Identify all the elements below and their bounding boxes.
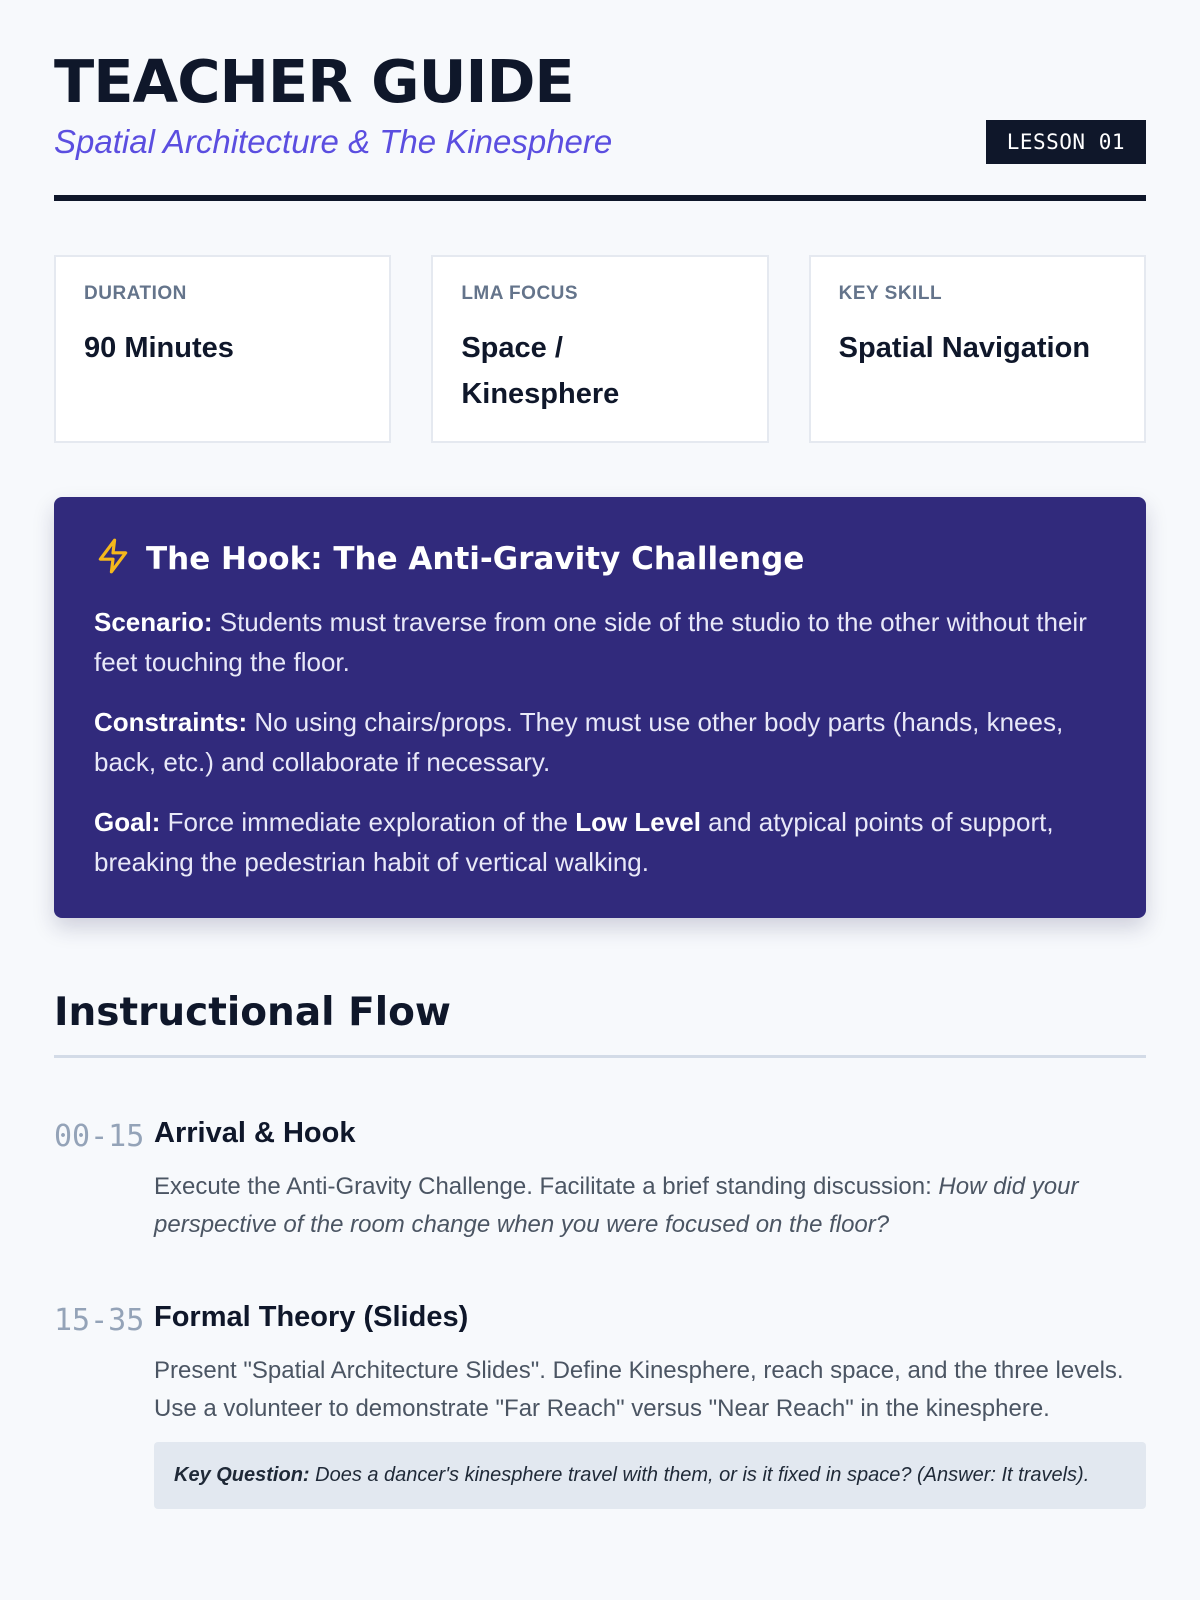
lesson-badge: LESSON 01 — [986, 120, 1146, 164]
hook-header — [94, 537, 1106, 580]
hook-scenario — [94, 602, 1106, 682]
step-body — [154, 1298, 1146, 1509]
step-time: 00-15 — [54, 1119, 145, 1154]
duration-card — [54, 255, 391, 443]
key-question-callout — [154, 1442, 1146, 1509]
step-desc-text: Execute the Anti-Gravity Challenge. Facilitate a brief standing discussion: — [154, 1173, 939, 1200]
callout-label: Key Question: — [174, 1464, 310, 1486]
key-skill-card — [809, 255, 1146, 443]
step-title: Arrival & Hook — [154, 1117, 356, 1149]
page-subtitle: Spatial Architecture & The Kinesphere — [54, 123, 613, 160]
card-value: Space / Kinesphere — [461, 332, 620, 410]
card-label: DURATION — [84, 283, 187, 304]
constraints-label: Constraints: — [94, 707, 248, 737]
step-description — [154, 1168, 1146, 1244]
goal-label: Goal: — [94, 807, 161, 837]
goal-text: and atypical points of support, breaking the pedestrian habit of vertical walking. — [94, 807, 1054, 877]
card-value: Spatial Navigation — [838, 332, 1091, 364]
step-description: Present "Spatial Architecture Slides". Define Kinesphere, reach space, and the three levels. Use a volunteer to demonstrate "Far Reach" versus "Near Reach" in the kinesphere. — [154, 1357, 1124, 1422]
page-title: TEACHER GUIDE — [54, 47, 574, 116]
scenario-text: Students must traverse from one side of the studio to the other without their feet touching the floor. — [94, 607, 1087, 677]
callout-text: Does a dancer's kinesphere travel with them, or is it fixed in space? (Answer: It travels). — [309, 1464, 1090, 1486]
card-label: KEY SKILL — [838, 283, 943, 304]
goal-text: Force immediate exploration of the — [160, 807, 576, 837]
goal-emphasis: Low Level — [575, 807, 701, 837]
scenario-label: Scenario: — [94, 607, 213, 637]
flow-step — [54, 1298, 1146, 1509]
hook-constraints — [94, 702, 1106, 782]
card-label: LMA FOCUS — [461, 283, 579, 304]
step-desc-question: How did your perspective of the room change when you were focused on the floor? — [154, 1173, 1079, 1238]
info-cards — [54, 255, 1146, 443]
flow-step — [54, 1114, 1146, 1244]
page-header — [54, 0, 1146, 201]
step-title: Formal Theory (Slides) — [154, 1301, 469, 1333]
hook-goal — [94, 802, 1106, 882]
card-value: 90 Minutes — [84, 332, 234, 364]
lightning-bolt-icon — [94, 537, 132, 580]
lma-focus-card — [431, 255, 768, 443]
hook-panel — [54, 497, 1146, 918]
hook-title: The Hook: The Anti-Gravity Challenge — [146, 540, 805, 577]
section-title-instructional-flow: Instructional Flow — [54, 990, 1146, 1058]
constraints-text: No using chairs/props. They must use other body parts (hands, knees, back, etc.) and collaborate if necessary. — [94, 707, 1064, 777]
step-body — [154, 1114, 1146, 1244]
step-time: 15-35 — [54, 1303, 145, 1338]
